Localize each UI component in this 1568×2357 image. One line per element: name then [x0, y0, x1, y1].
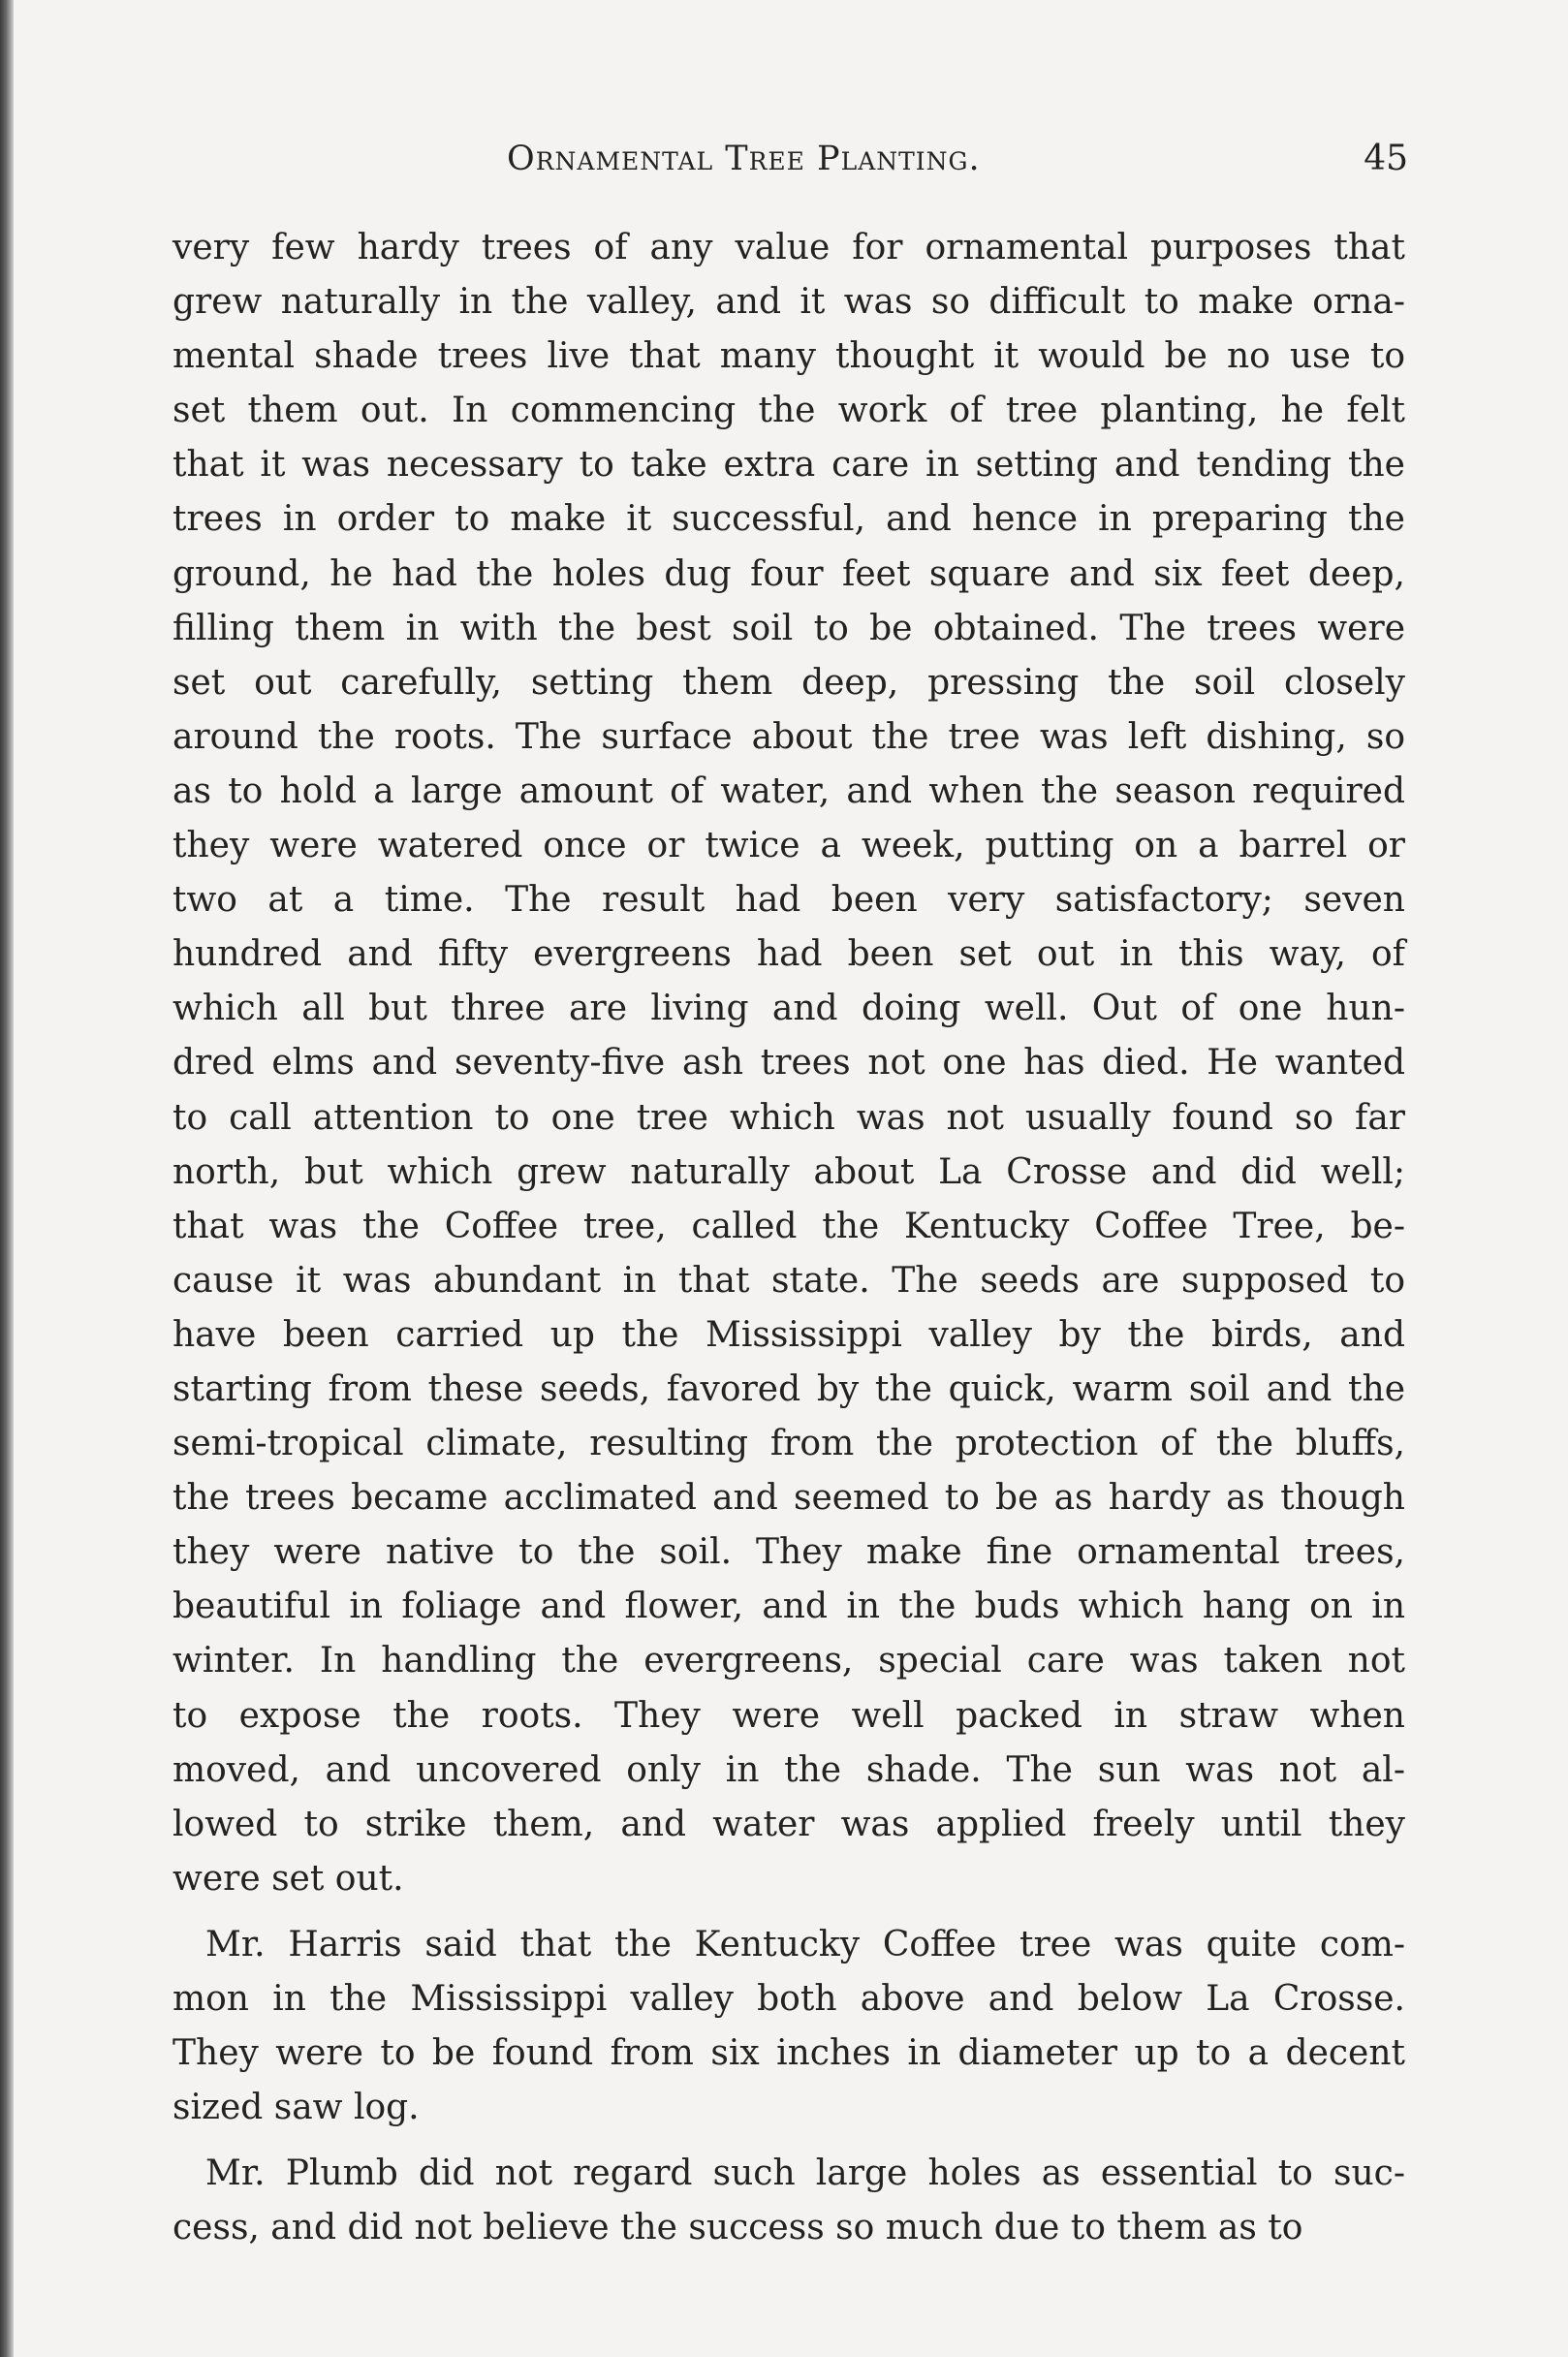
text-line: cause it was abundant in that state. The seeds are supposed to	[172, 1260, 1405, 1301]
text-line: moved, and uncovered only in the shade. The sun was not al-	[172, 1749, 1405, 1790]
text-line: mon in the Mississippi valley both above and below La Crosse.	[172, 1979, 1405, 2019]
body-text	[172, 221, 1405, 2255]
running-title: Ornamental Tree Planting.	[507, 140, 981, 178]
text-line: to expose the roots. They were well packed in straw when	[172, 1695, 1405, 1736]
paragraph	[172, 2147, 1405, 2255]
book-page	[172, 116, 1408, 2297]
text-line: Mr. Harris said that the Kentucky Coffee tree was quite com-	[205, 1924, 1405, 1964]
text-line: hundred and fifty evergreens had been set out in this way, of	[172, 934, 1405, 975]
text-line: have been carried up the Mississippi valley by the birds, and	[172, 1314, 1405, 1355]
text-line: they were native to the soil. They make fine ornamental trees,	[172, 1532, 1405, 1573]
page-header	[172, 130, 1408, 188]
text-line: sized saw log.	[172, 2088, 420, 2128]
text-line: beautiful in foliage and flower, and in the buds which hang on in	[172, 1587, 1405, 1627]
paragraph	[172, 1918, 1405, 2135]
text-line: lowed to strike them, and water was applied freely until they	[172, 1804, 1405, 1844]
text-line: semi-tropical climate, resulting from the protection of the bluffs,	[172, 1424, 1405, 1464]
book-spine-edge	[0, 0, 14, 2357]
text-line: grew naturally in the valley, and it was so difficult to make orna-	[172, 282, 1405, 323]
text-line: cess, and did not believe the success so much due to them as to	[172, 2208, 1303, 2248]
text-line: north, but which grew naturally about La Crosse and did well;	[172, 1151, 1405, 1192]
text-line: which all but three are living and doing well. Out of one hun-	[172, 989, 1405, 1029]
text-line: as to hold a large amount of water, and when the season required	[172, 770, 1405, 811]
text-line: trees in order to make it successful, and hence in preparing the	[172, 499, 1405, 540]
text-line: They were to be found from six inches in diameter up to a decent	[172, 2033, 1405, 2074]
text-line: ground, he had the holes dug four feet square and six feet deep,	[172, 553, 1405, 594]
text-line: winter. In handling the evergreens, special care was taken not	[172, 1641, 1405, 1681]
text-line: around the roots. The surface about the tree was left dishing, so	[172, 716, 1405, 757]
text-line: they were watered once or twice a week, putting on a barrel or	[172, 826, 1405, 866]
text-line: set them out. In commencing the work of tree planting, he felt	[172, 391, 1405, 431]
text-line: the trees became acclimated and seemed to be as hardy as though	[172, 1478, 1405, 1519]
text-line: mental shade trees live that many thought it would be no use to	[172, 336, 1405, 377]
text-line: Mr. Plumb did not regard such large holes as essential to suc-	[205, 2153, 1405, 2194]
paragraph	[172, 221, 1405, 1906]
text-line: very few hardy trees of any value for ornamental purposes that	[172, 228, 1405, 267]
text-line: that it was necessary to take extra care in setting and tending the	[172, 445, 1405, 486]
text-line: to call attention to one tree which was not usually found so far	[172, 1097, 1405, 1138]
text-line: dred elms and seventy-five ash trees not one has died. He wanted	[172, 1043, 1405, 1084]
text-line: set out carefully, setting them deep, pressing the soil closely	[172, 662, 1405, 703]
text-line: were set out.	[172, 1858, 404, 1899]
text-line: filling them in with the best soil to be obtained. The trees were	[172, 608, 1405, 648]
text-line: two at a time. The result had been very satisfactory; seven	[172, 880, 1405, 921]
text-line: starting from these seeds, favored by the quick, warm soil and the	[172, 1368, 1405, 1409]
text-line: that was the Coffee tree, called the Kentucky Coffee Tree, be-	[172, 1206, 1405, 1246]
page-number: 45	[1364, 139, 1408, 178]
